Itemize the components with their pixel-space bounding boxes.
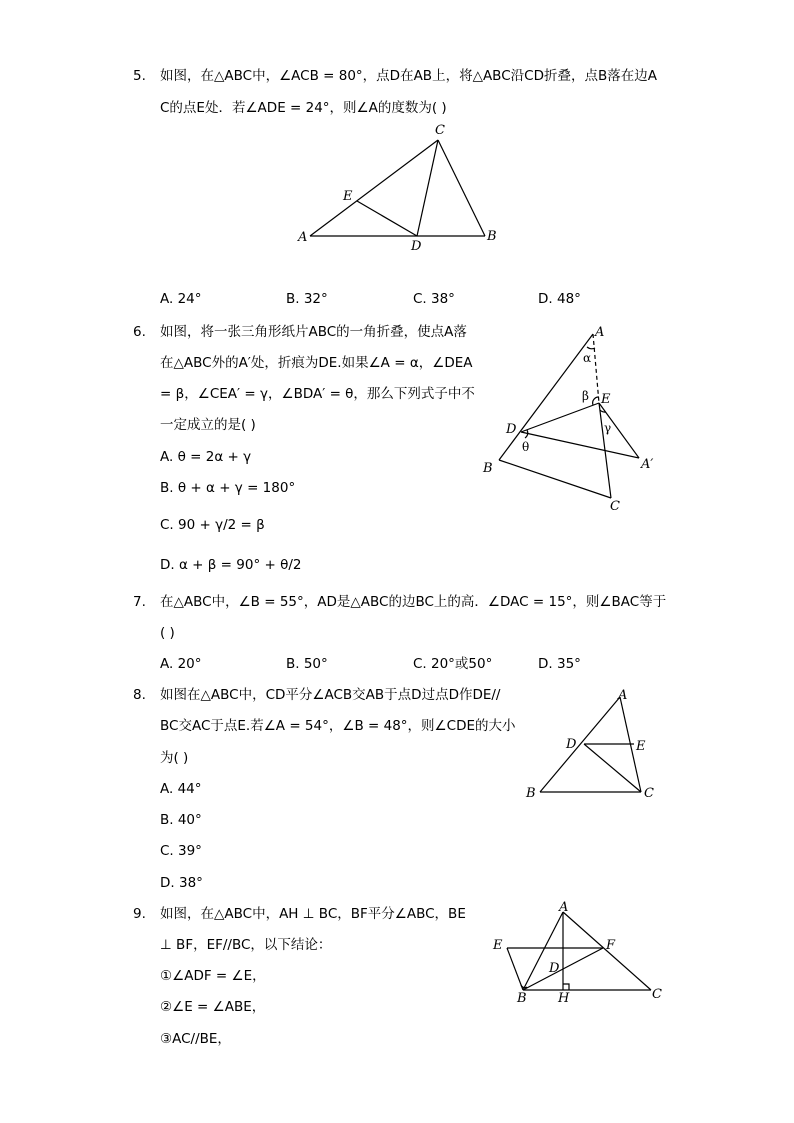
q6-segment-de (521, 403, 599, 432)
q5-number: 5. (133, 68, 146, 84)
q8-figure (520, 682, 670, 807)
q6-segment-ab (499, 334, 593, 460)
q9-item-1: ①∠ADF = ∠E， (160, 968, 266, 984)
q9-label-f: F (606, 938, 616, 953)
q9-text-line2: ⊥ BF，EF//BC，以下结论： (160, 937, 332, 953)
q5-figure (290, 120, 510, 255)
q6-label-a-prime: A′ (641, 457, 654, 472)
q5-text-line1: 如图，在△ABC中，∠ACB = 80°，点D在AB上，将△ABC沿CD折叠，点B落在边A (160, 68, 657, 84)
q6-option-d: D. α + β = 90° + θ/2 (160, 557, 302, 573)
q7-option-b: B. 50° (286, 656, 328, 672)
q5-segment-cd (417, 140, 438, 236)
q9-item-2: ②∠E = ∠ABE， (160, 999, 266, 1015)
q5-option-a: A. 24° (160, 291, 202, 307)
q7-number: 7. (133, 594, 146, 610)
q9-label-d: D (549, 961, 560, 976)
q6-label-c: C (610, 499, 620, 514)
q6-text-line4: 一定成立的是( ) (160, 417, 256, 433)
q8-text-line3: 为( ) (160, 750, 189, 766)
q6-option-c: C. 90 + γ/2 = β (160, 517, 265, 533)
q8-option-a: A. 44° (160, 781, 202, 797)
q7-option-c: C. 20°或50° (413, 656, 493, 672)
q6-label-d: D (506, 422, 517, 437)
q5-label-d: D (411, 239, 422, 254)
q9-label-h: H (558, 991, 570, 1006)
q6-option-a: A. θ = 2α + γ (160, 449, 252, 465)
q9-label-e: E (493, 938, 503, 953)
q6-label-alpha: α (583, 351, 592, 365)
q6-arc-alpha (587, 347, 595, 349)
q9-item-3: ③AC//BE， (160, 1031, 231, 1047)
q6-text-line2: 在△ABC外的A′处，折痕为DE.如果∠A = α，∠DEA (160, 355, 473, 371)
q7-option-a: A. 20° (160, 656, 202, 672)
q5-segment-ac (310, 140, 438, 236)
q6-label-theta: θ (522, 440, 530, 454)
q5-label-b: B (487, 229, 497, 244)
q9-label-c: C (652, 987, 662, 1002)
q6-segment-da-prime (521, 432, 639, 458)
q8-text-line2: BC交AC于点E.若∠A = 54°，∠B = 48°，则∠CDE的大小 (160, 718, 516, 734)
q5-segment-ed (357, 201, 417, 236)
q8-label-c: C (644, 786, 654, 801)
q8-option-d: D. 38° (160, 875, 203, 891)
q9-segment-eb (507, 948, 523, 990)
q9-label-b: B (517, 991, 527, 1006)
q5-text-line2: C的点E处．若∠ADE = 24°，则∠A的度数为( ) (160, 100, 447, 116)
q6-text-line1: 如图，将一张三角形纸片ABC的一角折叠，使点A落 (160, 324, 467, 340)
q8-option-c: C. 39° (160, 843, 202, 859)
q6-label-gamma: γ (604, 421, 612, 435)
q6-segment-ae-dashed (593, 334, 599, 403)
q6-label-a: A (595, 325, 605, 340)
q7-option-d: D. 35° (538, 656, 581, 672)
q7-text-line1: 在△ABC中，∠B = 55°，AD是△ABC的边BC上的高．∠DAC = 15°，则∠BAC等于 (160, 594, 667, 610)
q8-label-b: B (526, 786, 536, 801)
q6-label-b: B (483, 461, 493, 476)
q9-right-angle-h (563, 984, 569, 990)
q5-segment-cb (438, 140, 485, 236)
q5-option-d: D. 48° (538, 291, 581, 307)
q8-option-b: B. 40° (160, 812, 202, 828)
q5-option-b: B. 32° (286, 291, 328, 307)
q5-label-c: C (435, 123, 445, 138)
q6-text-line3: = β，∠CEA′ = γ，∠BDA′ = θ，那么下列式子中不 (160, 386, 475, 402)
q6-number: 6. (133, 324, 146, 340)
q9-number: 9. (133, 906, 146, 922)
q6-segment-bc (499, 460, 611, 498)
q9-text-line1: 如图，在△ABC中，AH ⊥ BC，BF平分∠ABC，BE (160, 906, 466, 922)
q6-arc-theta (525, 430, 528, 438)
q8-label-a: A (618, 688, 628, 703)
q5-label-e: E (343, 189, 353, 204)
q8-label-e: E (636, 739, 646, 754)
q6-option-b: B. θ + α + γ = 180° (160, 480, 296, 496)
q5-label-a: A (298, 230, 308, 245)
q9-label-a: A (559, 900, 569, 915)
q6-figure (475, 320, 675, 520)
q9-right-angle-b (521, 985, 527, 988)
q6-label-e: E (601, 392, 611, 407)
q8-label-d: D (566, 737, 577, 752)
q6-label-beta: β (582, 389, 589, 403)
q9-segment-ab (523, 912, 563, 990)
q7-text-line2: ( ) (160, 625, 175, 641)
q8-text-line1: 如图在△ABC中，CD平分∠ACB交AB于点D过点D作DE// (160, 687, 501, 703)
q9-figure (485, 898, 670, 1010)
q8-number: 8. (133, 687, 146, 703)
q5-option-c: C. 38° (413, 291, 455, 307)
